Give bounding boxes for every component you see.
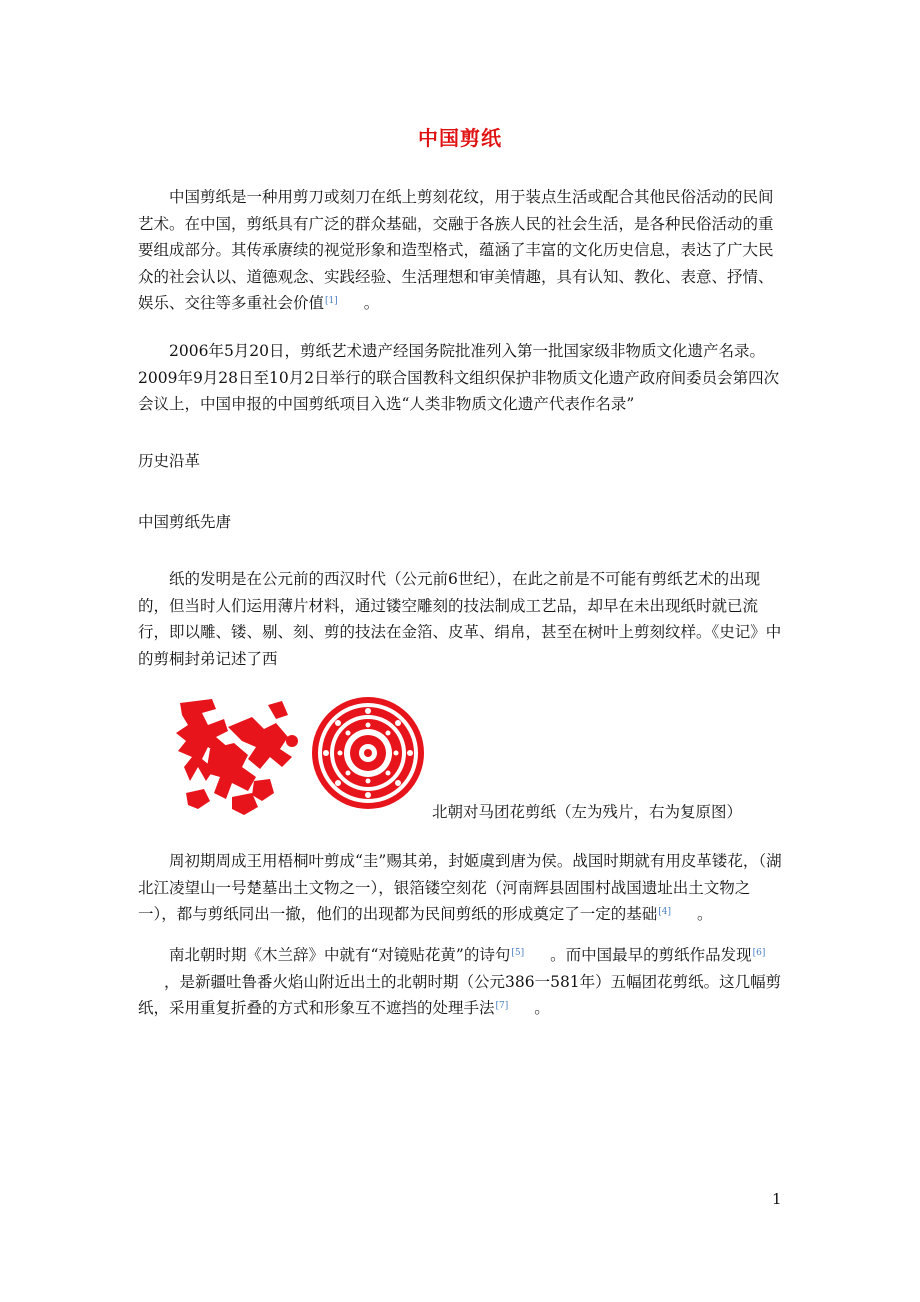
page-title: 中国剪纸 <box>418 126 502 150</box>
nd-text-c: ，是新疆吐鲁番火焰山附近出土的北朝时期（公元386一581年）五幅团花剪纸。这几幅剪纸，采用重复折叠的方式和形象互不遮挡的处理手法 <box>138 972 782 1017</box>
paper-invention-paragraph: 纸的发明是在公元前的西汉时代（公元前6世纪），在此之前是不可能有剪纸艺术的出现的，但当时人们运用薄片材料，通过镂空雕刻的技法制成工艺品，却早在未出现纸时就已流行，即以雕、镂、剔、刻、剪的技法在金箔、皮革、绢帛，甚至在树叶上剪刻纹样。《史记》中的剪桐封弟记述了西 <box>138 570 782 668</box>
intro-end: 。 <box>363 294 380 312</box>
figure-caption: 北朝对马团花剪纸（左为残片，右为复原图） <box>432 803 743 821</box>
heritage-paragraph: 2006年5月20日，剪纸艺术遗产经国务院批准列入第一批国家级非物质文化遗产名录。2009年9月28日至10月2日举行的联合国教科文组织保护非物质文化遗产政府间委员会第四次会议上，中国申报的中国剪纸项目入选“人类非物质文化遗产代表作名录” <box>138 342 780 413</box>
footnote-ref-4[interactable]: [4] <box>658 907 672 917</box>
footnote-ref-1[interactable]: [1] <box>325 296 338 306</box>
nd-end: 。 <box>534 999 550 1017</box>
section-heading-pre-tang: 中国剪纸先唐 <box>138 513 232 531</box>
nd-text-a: 南北朝时期《木兰辞》中就有“对镜贴花黄”的诗句 <box>169 946 511 964</box>
papercut-rosette <box>312 697 424 809</box>
nd-text-b: 。而中国最早的剪纸作品发现 <box>550 946 752 964</box>
footnote-ref-5[interactable]: [5] <box>511 948 525 958</box>
papercut-fragment <box>176 699 298 815</box>
papercut-image <box>172 697 472 822</box>
zhou-text: 周初期周成王用梧桐叶剪成“圭”赐其弟，封姬虞到唐为侯。战国时期就有用皮革镂花，（湖北江凌望山一号楚墓出土文物之一），银箔镂空刻花（河南辉县固围村战国遗址出土文物之一），都与剪纸同出一撤，他们的出现都为民间剪纸的形成奠定了一定的基础 <box>138 852 782 923</box>
section-heading-history: 历史沿革 <box>138 452 201 470</box>
footnote-ref-6[interactable]: [6] <box>752 948 766 958</box>
zhou-end: 。 <box>697 905 713 923</box>
intro-paragraph <box>138 184 786 317</box>
northern-dynasties-paragraph <box>138 942 786 1022</box>
page-number: 1 <box>772 1190 782 1208</box>
footnote-ref-7[interactable]: [7] <box>495 1001 509 1011</box>
zhou-paragraph <box>138 848 786 928</box>
papercut-figure <box>172 697 472 822</box>
intro-text: 中国剪纸是一种用剪刀或刻刀在纸上剪刻花纹，用于装点生活或配合其他民俗活动的民间艺术。在中国，剪纸具有广泛的群众基础，交融于各族人民的社会生活，是各种民俗活动的重要组成部分。其传承赓续的视觉形象和造型格式，蕴涵了丰富的文化历史信息，表达了广大民众的社会认以、道德观念、实践经验、生活理想和审美情趣，具有认知、教化、表意、抒情、娱乐、交往等多重社会价值 <box>138 188 774 312</box>
